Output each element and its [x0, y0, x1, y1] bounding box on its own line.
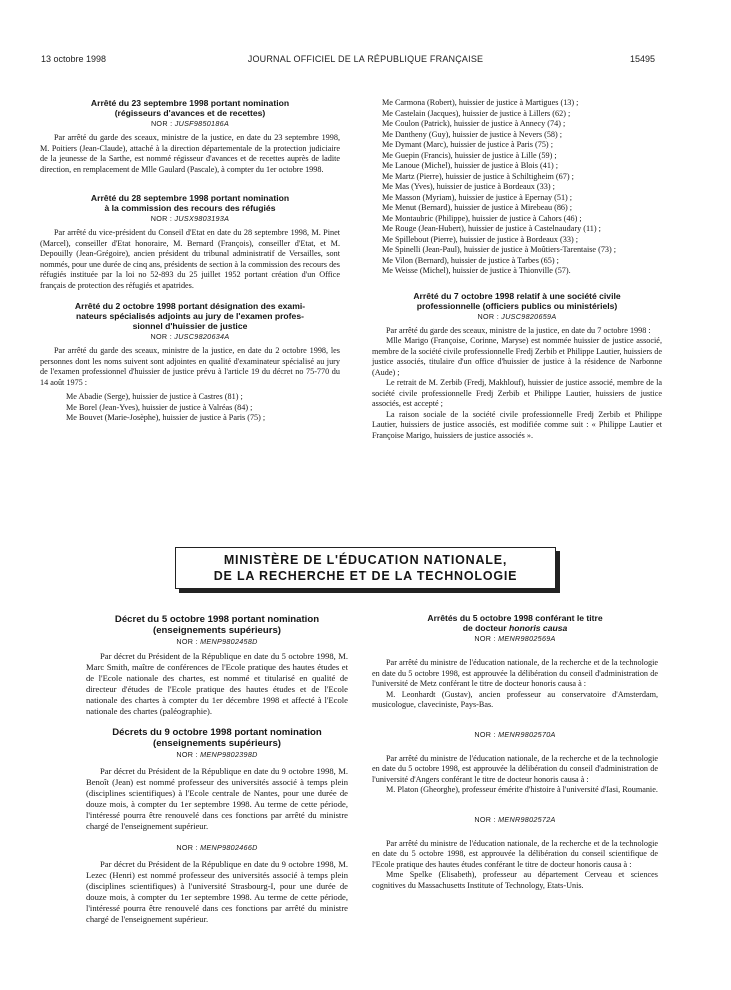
list-item: Me Masson (Myriam), huissier de justice à Epernay (51) ;	[382, 192, 573, 202]
title-line: sionnel d'huissier de justice	[132, 321, 248, 331]
nor-label: NOR :	[474, 814, 499, 824]
title-italic: honoris causa	[509, 623, 568, 633]
nor-code: JUSC9820634A	[174, 332, 230, 341]
nor-code: MENR9802569A	[498, 634, 556, 643]
title-line: Arrêté du 28 septembre 1998 portant nomination	[90, 193, 290, 203]
list-item: Me Abadie (Serge), huissier de justice à Castres (81) ;	[66, 392, 243, 401]
article-text: Par arrêté du garde des sceaux, ministre de la justice, en date du 7 octobre 1998 :	[386, 325, 651, 335]
article-text: Le retrait de M. Zerbib (Fredj, Makhlouf), huissier de justice associé, membre de la société civile professionnelle Fredj Zerbib et Philippe Lautier, huissiers de justice associés, est accepté ;	[372, 378, 662, 408]
nor-code: JUSX9803193A	[174, 214, 230, 223]
title-line: Arrêté du 23 septembre 1998 portant nomination	[90, 98, 290, 108]
title-text: de docteur	[462, 623, 510, 633]
nor-code: MENR9802572A	[498, 814, 556, 824]
article-title	[372, 613, 658, 633]
nor-reference	[86, 636, 348, 647]
list-item: Me Guepin (Francis), huissier de justice à Lille (59) ;	[382, 150, 557, 160]
page-header	[0, 54, 731, 68]
title-line: Arrêté du 7 octobre 1998 relatif à une société civile	[413, 290, 621, 301]
article-text: Par arrêté du vice-président du Conseil d'Etat en date du 28 septembre 1998, M. Pinet (Marcel), conseiller d'Etat honoraire, M. Bernard (François), conseiller d'Etat, et M. Depouilly (Jean-Grégoire), ancien président du tribunal administratif de Versailles, sont nommés, pour une durée de cinq ans, présidents de section à la commission des recours des réfugiés instituée par la loi no 52-893 du 25 juillet 1952 portant création d'un Office français de protection des réfugiés et apatrides.	[40, 228, 340, 290]
nor-label: NOR :	[150, 332, 175, 341]
article-text: Par arrêté du ministre de l'éducation nationale, de la recherche et de la technologie en date du 5 octobre 1998, est approuvée la délibération du conseil scientifique de l'Ecole pratique des hautes études conférant le titre de docteur honoris causa à :	[372, 838, 658, 869]
article-text: Par arrêté du ministre de l'éducation nationale, de la recherche et de la technologie en date du 5 octobre 1998, est approuvée la délibération du conseil d'administration de l'université d'Angers conférant le titre de docteur honoris causa à :	[372, 753, 658, 784]
header-page-number: 15495	[629, 54, 655, 64]
title-line: professionnelle (officiers publics ou ministériels)	[416, 300, 618, 311]
nor-reference	[86, 842, 348, 853]
article-title	[40, 301, 340, 331]
article-title	[86, 614, 348, 636]
header-journal-title: JOURNAL OFFICIEL DE LA RÉPUBLIQUE FRANÇAISE	[247, 54, 484, 64]
nor-code: JUSF9850186A	[174, 119, 230, 128]
nor-reference	[372, 729, 658, 740]
list-item: Me Spillebout (Pierre), huissier de justice à Bordeaux (33) ;	[382, 234, 578, 244]
nor-code: MENP9802458D	[200, 637, 258, 646]
nor-reference	[86, 749, 348, 760]
title-line: (régisseurs d'avances et de recettes)	[114, 108, 266, 118]
list-item: Me Lanoue (Michel), huissier de justice à Blois (41) ;	[382, 161, 558, 170]
article-text: La raison sociale de la société civile professionnelle Fredj Zerbib et Philippe Lautier, huissiers de justice associés, est modifiée comme suit : « Philippe Lautier et Françoise Marigo, huissiers de justice associés ».	[372, 409, 662, 440]
article-title	[372, 291, 662, 311]
list-item: Me Montaubric (Philippe), huissier de justice à Cahors (46) ;	[382, 213, 582, 223]
ministry-line-1: MINISTÈRE DE L'ÉDUCATION NATIONALE,	[223, 553, 508, 567]
list-item: Me Rouge (Jean-Hubert), huissier de justice à Castelnaudary (11) ;	[382, 224, 601, 233]
left-column-bottom	[86, 614, 348, 925]
right-column-top	[372, 98, 662, 441]
list-item: Me Martz (Pierre), huissier de justice à Schiltigheim (67) ;	[382, 171, 574, 181]
article-text: Par arrêté du garde des sceaux, ministre de la justice, en date du 2 octobre 1998, les personnes dont les noms suivent sont adjointes en qualité d'examinateur spécialisé au jury de l'examen professionnel d'huissier de justice prévu à l'article 19 du décret no 75-770 du 14 août 1975 :	[40, 346, 340, 387]
article-text: Par arrêté du garde des sceaux, ministre de la justice, en date du 23 septembre 1998, M. Poitiers (Jean-Claude), attaché à la direction départementale de la protection judiciaire de la jeunesse de la Sarthe, est nommé régisseur d'avances et de recettes auprès de ladite direction, en remplacement de Mlle Gaulard (Pascale), à compter du 1er octobre 1998.	[40, 133, 340, 174]
nor-label: NOR :	[176, 637, 201, 646]
list-item: Me Bouvet (Marie-Josèphe), huissier de justice à Paris (75) ;	[66, 413, 266, 422]
title-line: nateurs spécialisés adjoints au jury de l'examen profes-	[76, 311, 304, 321]
article-title	[86, 727, 348, 749]
nor-code: MENR9802570A	[498, 729, 556, 739]
nor-label: NOR :	[474, 729, 499, 739]
nor-label: NOR :	[477, 311, 502, 321]
list-item: Me Dantheny (Guy), huissier de justice à Nevers (58) ;	[382, 129, 563, 139]
nor-reference	[40, 118, 340, 129]
list-item: Me Weisse (Michel), huissier de justice à Thionville (57).	[382, 266, 571, 275]
ministry-line-2: DE LA RECHERCHE ET DE LA TECHNOLOGIE	[213, 569, 518, 583]
article-text: Par arrêté du ministre de l'éducation nationale, de la recherche et de la technologie en date du 5 octobre 1998, est approuvée la délibération du conseil d'administration de l'université de Metz conférant le titre de docteur honoris causa à :	[372, 658, 658, 688]
title-line: à la commission des recours des réfugiés	[104, 203, 276, 213]
title-line: (enseignements supérieurs)	[153, 738, 281, 749]
article-text: M. Platon (Gheorghe), professeur émérite d'histoire à l'université d'Iasi, Roumanie.	[386, 785, 658, 794]
nor-code: MENP9802398D	[200, 750, 258, 759]
nor-label: NOR :	[176, 843, 201, 852]
article-text: Mme Spelke (Elisabeth), professeur au département Cerveau et sciences cognitives du Massachusetts Institute of Technology, Etats-Unis.	[372, 870, 658, 890]
nor-reference	[40, 213, 340, 224]
list-item: Me Mas (Yves), huissier de justice à Bordeaux (33) ;	[382, 182, 555, 191]
title-line: Décrets du 9 octobre 1998 portant nomination	[112, 727, 322, 738]
nor-reference	[372, 814, 658, 825]
list-item: Me Coulon (Patrick), huissier de justice à Annecy (74) ;	[382, 119, 566, 128]
nor-reference	[372, 311, 662, 322]
list-item: Me Menut (Bernard), huissier de justice à Mirebeau (86) ;	[382, 203, 573, 212]
article-text: Par décret du Président de la République en date du 9 octobre 1998, M. Lezec (Henri) est nommé professeur des universités associé à temps plein (disciplines scientifiques) à l'université Strasbourg-I, pour une durée de douze mois, à compter du 1er septembre 1998. Au terme de cette période, l'intéressé pourra être renouvelé dans ces fonctions par arrêté du ministre chargé de l'enseignement supérieur.	[86, 859, 348, 924]
nor-label: NOR :	[150, 119, 175, 128]
list-item: Me Carmona (Robert), huissier de justice à Martigues (13) ;	[382, 98, 579, 107]
nor-label: NOR :	[176, 750, 201, 759]
nor-label: NOR :	[150, 214, 175, 223]
article-title	[40, 193, 340, 213]
list-item: Me Spinelli (Jean-Paul), huissier de justice à Moûtiers-Tarentaise (73) ;	[382, 245, 617, 254]
title-line: (enseignements supérieurs)	[153, 625, 281, 636]
title-line: Décret du 5 octobre 1998 portant nomination	[114, 614, 320, 625]
article-text: Mlle Marigo (Françoise, Corinne, Maryse) est nommée huissier de justice associé, membre de la société civile professionnelle Fredj Zerbib et Philippe Lautier, huissiers de justice associés, titulaire d'un office d'huissier de justice à la résidence de Narbonne (Aude) ;	[372, 336, 663, 377]
nor-label: NOR :	[474, 634, 499, 643]
right-column-bottom	[372, 613, 658, 891]
article-text: Par décret du Président de la République en date du 5 octobre 1998, M. Marc Smith, maître de conférences de l'Ecole pratique des hautes études et de l'Ecole nationale des chartes, est nommé et titularisé en qualité de directeur d'études de l'Ecole pratique des hautes études et de l'Ecole nationale des chartes à compter du 1er décembre 1998 et affecté à l'Ecole nationale des chartes (paléographie).	[86, 651, 348, 716]
title-line	[372, 623, 658, 633]
list-item: Me Borel (Jean-Yves), huissier de justice à Valréas (84) ;	[66, 402, 253, 412]
article-text: M. Leonhardt (Gustav), ancien professeur au conservatoire d'Amsterdam, musicologue, claveciniste, Pays-Bas.	[372, 689, 658, 709]
nor-reference	[372, 633, 658, 644]
bailiff-list	[372, 98, 662, 277]
article-text: Par décret du Président de la République en date du 9 octobre 1998, M. Benoît (Jean) est nommé professeur des universités associé à temps plein (disciplines scientifiques) à l'Ecole centrale de Nantes, pour une durée de douze mois, à compter du 1er septembre 1998. Au terme de cette période, l'intéressé pourra être renouvelé dans ces fonctions par arrêté du ministre chargé de l'enseignement supérieur.	[86, 766, 348, 831]
nor-code: MENP9802466D	[200, 843, 258, 852]
list-item: Me Dymant (Marc), huissier de justice à Paris (75) ;	[382, 140, 553, 149]
nor-code: JUSC9820659A	[501, 311, 557, 321]
article-title	[40, 98, 340, 118]
header-date: 13 octobre 1998	[41, 54, 107, 64]
list-item: Me Vilon (Bernard), huissier de justice à Tarbes (65) ;	[382, 255, 559, 265]
ministry-heading	[175, 547, 556, 589]
title-line: Arrêtés du 5 octobre 1998 conférant le titre	[427, 613, 603, 623]
left-column-top	[40, 98, 340, 424]
nor-reference	[40, 331, 340, 342]
list-item: Me Castelain (Jacques), huissier de justice à Lillers (62) ;	[382, 108, 571, 118]
title-line: Arrêté du 2 octobre 1998 portant désignation des exami-	[74, 301, 306, 311]
